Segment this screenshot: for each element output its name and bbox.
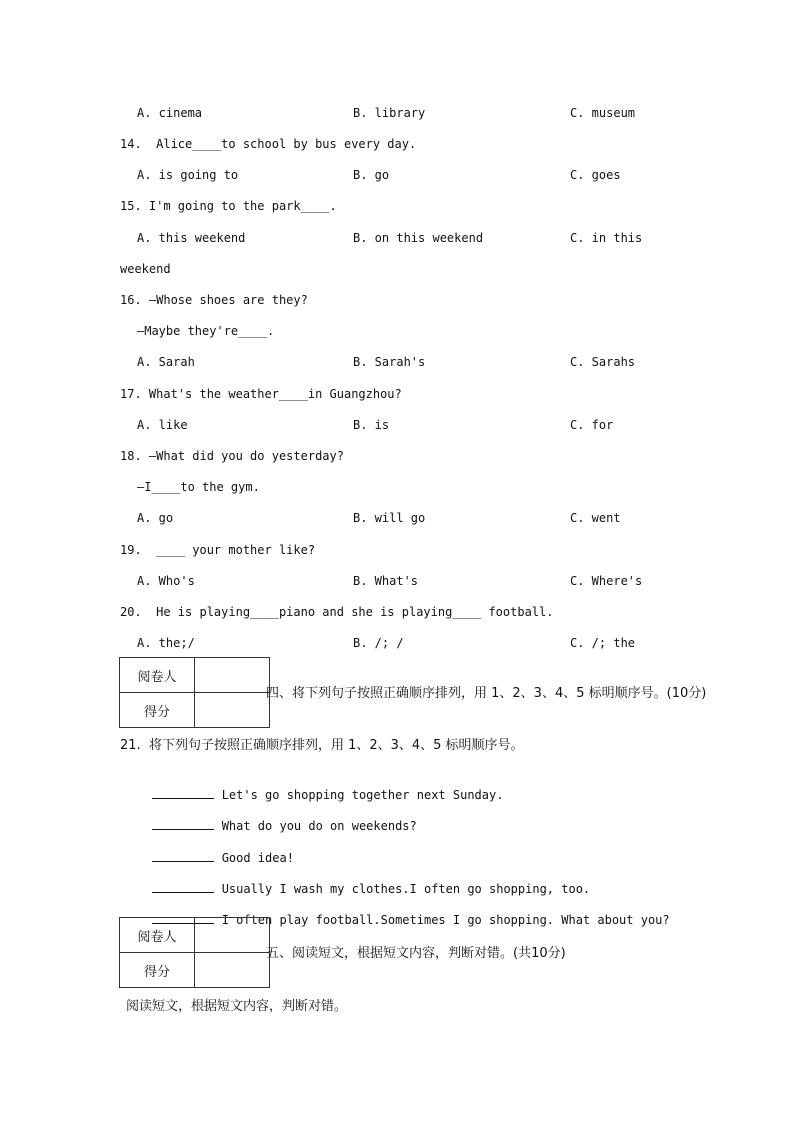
q19-option-a: A. Who's bbox=[137, 574, 195, 588]
reviewer-label: 阅卷人 bbox=[120, 658, 195, 693]
q16-option-b: B. Sarah's bbox=[353, 355, 426, 369]
score-cell[interactable] bbox=[195, 953, 270, 988]
reviewer-label: 阅卷人 bbox=[120, 918, 195, 953]
answer-blank[interactable] bbox=[152, 849, 214, 862]
q15-option-c-wrap: weekend bbox=[120, 262, 171, 276]
q15-option-c: C. in this bbox=[570, 231, 643, 245]
q15-option-b: B. on this weekend bbox=[353, 231, 484, 245]
q18-stem-reply: —I____to the gym. bbox=[137, 480, 260, 494]
q15-stem: 15. I'm going to the park____. bbox=[120, 199, 337, 213]
q20-option-a: A. the;/ bbox=[137, 636, 195, 650]
score-label: 得分 bbox=[120, 953, 195, 988]
q16-option-a: A. Sarah bbox=[137, 355, 195, 369]
q14-option-c: C. goes bbox=[570, 168, 621, 182]
reviewer-cell[interactable] bbox=[195, 918, 270, 953]
answer-blank[interactable] bbox=[152, 880, 214, 893]
q20-option-b: B. /; / bbox=[353, 636, 404, 650]
score-cell[interactable] bbox=[195, 693, 270, 728]
q15-option-a: A. this weekend bbox=[137, 231, 246, 245]
q19-option-b: B. What's bbox=[353, 574, 419, 588]
q21-item: I often play football.Sometimes I go shopping. What about you? bbox=[138, 895, 670, 928]
q17-option-c: C. for bbox=[570, 418, 614, 432]
q13-option-c: C. museum bbox=[570, 106, 636, 120]
q16-option-c: C. Sarahs bbox=[570, 355, 636, 369]
q21-item: What do you do on weekends? bbox=[138, 801, 417, 834]
q13-option-a: A. cinema bbox=[137, 106, 203, 120]
q14-option-b: B. go bbox=[353, 168, 390, 182]
q18-option-a: A. go bbox=[137, 511, 174, 525]
q19-stem: 19. ____ your mother like? bbox=[120, 543, 316, 557]
q21-item: Let's go shopping together next Sunday. bbox=[138, 770, 503, 803]
q20-stem: 20. He is playing____piano and she is playing____ football. bbox=[120, 605, 554, 619]
score-label: 得分 bbox=[120, 693, 195, 728]
section5-instruction: 阅读短文，根据短文内容，判断对错。 bbox=[126, 999, 348, 1014]
q14-stem: 14. Alice____to school by bus every day. bbox=[120, 137, 417, 151]
q21-stem: 21. 将下列句子按照正确顺序排列，用 1、2、3、4、5 标明顺序号。 bbox=[120, 738, 524, 753]
q18-stem: 18. —What did you do yesterday? bbox=[120, 449, 344, 463]
q21-item: Usually I wash my clothes.I often go shopping, too. bbox=[138, 864, 590, 897]
section4-title: 四、将下列句子按照正确顺序排列，用 1、2、3、4、5 标明顺序号。(10分) bbox=[266, 686, 707, 701]
q13-option-b: B. library bbox=[353, 106, 426, 120]
q19-option-c: C. Where's bbox=[570, 574, 643, 588]
q14-option-a: A. is going to bbox=[137, 168, 239, 182]
q21-item: Good idea! bbox=[138, 833, 294, 866]
section4-score-box bbox=[119, 657, 270, 728]
q17-option-a: A. like bbox=[137, 418, 188, 432]
q18-option-c: C. went bbox=[570, 511, 621, 525]
q18-option-b: B. will go bbox=[353, 511, 426, 525]
q16-stem-reply: —Maybe they're____. bbox=[137, 324, 275, 338]
q17-stem: 17. What's the weather____in Guangzhou? bbox=[120, 387, 402, 401]
q16-stem: 16. —Whose shoes are they? bbox=[120, 293, 308, 307]
q17-option-b: B. is bbox=[353, 418, 390, 432]
section5-title: 五、阅读短文，根据短文内容，判断对错。(共10分) bbox=[266, 946, 566, 961]
reviewer-cell[interactable] bbox=[195, 658, 270, 693]
q20-option-c: C. /; the bbox=[570, 636, 636, 650]
section5-score-box bbox=[119, 917, 270, 988]
answer-blank[interactable] bbox=[152, 786, 214, 799]
answer-blank[interactable] bbox=[152, 817, 214, 830]
